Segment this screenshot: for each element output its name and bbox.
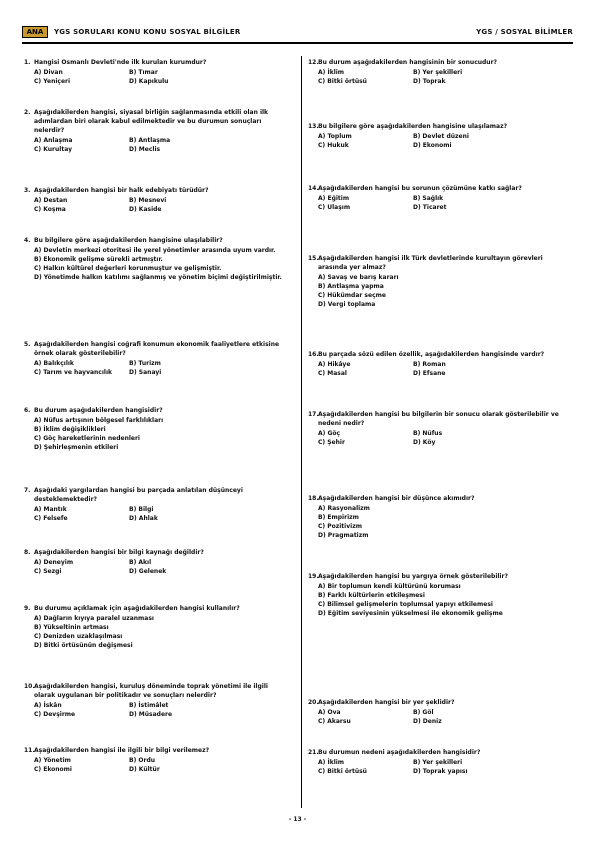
answer-option: C) Göç hareketlerinin nedenleri (34, 435, 140, 442)
answer-option: C) Devşirme (34, 711, 76, 718)
answer-option: D) Kaside (129, 206, 162, 213)
answer-option: D) Şehirleşmenin etkileri (34, 444, 119, 451)
question-stem (24, 340, 286, 358)
question-number: 14. (308, 185, 319, 192)
answer-option: B) Antlaşma (129, 137, 171, 144)
question-text: Bu parçada sözü edilen özellik, aşağıdakilerden hangisinde vardır? (318, 351, 545, 358)
question-number: 9. (24, 605, 31, 612)
answer-option: D) Kültür (129, 766, 160, 773)
answer-option: B) Nüfus (413, 430, 443, 437)
answer-option: A) Devletin merkezi otoritesi ile yerel yönetimler arasında uyum vardır. (34, 247, 276, 254)
answer-option: A) İskân (34, 702, 62, 709)
question-stem (308, 254, 570, 272)
question-number: 21. (308, 749, 319, 756)
answer-option: B) İstimâlet (129, 702, 169, 709)
question (308, 748, 570, 776)
question-number: 15. (308, 255, 319, 262)
answer-option: C) Sezgi (34, 568, 62, 575)
answer-option: B) Roman (413, 361, 446, 368)
answer-options (318, 504, 570, 540)
answer-option: C) Koşma (34, 206, 66, 213)
answer-option: A) İklim (318, 69, 345, 76)
answer-option: D) Toprak yapısı (413, 768, 468, 775)
question (24, 340, 286, 377)
question-stem (24, 58, 286, 67)
question-stem (308, 58, 570, 67)
question (308, 254, 570, 309)
answer-option: A) Deneyim (34, 559, 74, 566)
answer-option: B) Yer şekilleri (413, 759, 463, 766)
answer-option: B) Turizm (129, 360, 161, 367)
answer-options (318, 758, 570, 776)
answer-option: A) Toplum (318, 133, 352, 140)
answer-option: B) Empirizm (318, 514, 359, 521)
answer-option: A) Göç (318, 430, 341, 437)
question-text: Aşağıdakilerden hangisi, kuruluş döneminde toprak yönetimi ile ilgili olarak uygulanan bir politikadır ve sonuçları nelerdir? (34, 683, 268, 699)
question-number: 7. (24, 487, 31, 494)
answer-options (34, 614, 286, 650)
question (24, 236, 286, 282)
answer-option: D) Ticaret (413, 204, 447, 211)
question-stem (24, 186, 286, 195)
question-stem (24, 108, 286, 135)
question-number: 3. (24, 187, 31, 194)
answer-option: A) Balıkçılık (34, 360, 74, 367)
answer-option: A) Hikâye (318, 361, 351, 368)
answer-options (34, 246, 286, 282)
question (308, 494, 570, 540)
question-stem (308, 572, 570, 581)
question (24, 682, 286, 719)
question (24, 58, 286, 86)
answer-option: B) Yükseltinin artması (34, 624, 109, 631)
question-stem (24, 548, 286, 557)
answer-options (318, 360, 570, 378)
answer-option: A) Nüfus artışının bölgesel farklılıkları (34, 417, 164, 424)
question-text: Aşağıdakilerden hangisi bu sorunun çözümüne katkı sağlar? (318, 185, 522, 192)
question (24, 604, 286, 650)
question-stem (308, 184, 570, 193)
answer-option: C) Bitki örtüsü (318, 78, 367, 85)
answer-option: D) Eğitim seviyesinin yükselmesi ile ekonomik gelişme (318, 610, 503, 617)
answer-options (34, 558, 286, 576)
question-text: Aşağıdakilerden hangisi bu bilgilerin bir sonucu olarak gösterilebilir ve nedeni nedir? (318, 411, 559, 427)
answer-option: D) Gelenek (129, 568, 167, 575)
answer-option: A) Savaş ve barış kararı (318, 274, 399, 281)
question-stem (308, 410, 570, 428)
question-number: 13. (308, 123, 319, 130)
question-stem (308, 698, 570, 707)
question-text: Bu durum aşağıdakilerden hangisidir? (34, 407, 163, 414)
question-number: 2. (24, 109, 31, 116)
answer-option: A) Anlaşma (34, 137, 73, 144)
question-stem (308, 494, 570, 503)
answer-options (34, 136, 286, 154)
question-number: 11. (24, 747, 35, 754)
answer-options (34, 68, 286, 86)
answer-option: C) Tarım ve hayvancılık (34, 369, 113, 376)
answer-option: B) Yer şekilleri (413, 69, 463, 76)
question-number: 16. (308, 351, 319, 358)
answer-option: A) Dağların kıyıya paralel uzanması (34, 615, 154, 622)
answer-option: D) Bitki örtüsünün değişmesi (34, 642, 133, 649)
answer-option: C) Yeniçeri (34, 78, 71, 85)
answer-options (34, 359, 286, 377)
answer-options (34, 196, 286, 214)
answer-options (318, 194, 570, 212)
publisher-logo: ANA (22, 26, 48, 38)
column-divider (301, 56, 302, 808)
answer-options (318, 708, 570, 726)
question-text: Bu bilgilere göre aşağıdakilerden hangisine ulaşılabilir? (34, 237, 223, 244)
answer-option: A) Mantık (34, 506, 67, 513)
answer-option: A) Bir toplumun kendi kültürünü koruması (318, 583, 461, 590)
answer-option: C) Felsefe (34, 515, 68, 522)
question-text: Aşağıdakilerden hangisi ile ilgili bir bilgi verilemez? (34, 747, 210, 754)
answer-option: C) Hükümdar seçme (318, 292, 386, 299)
question (24, 548, 286, 576)
question-text: Aşağıdakilerden hangisi bir bilgi kaynağı değildir? (34, 549, 204, 556)
question-number: 20. (308, 699, 319, 706)
question-text: Bu bilgilere göre aşağıdakilerden hangisine ulaşılamaz? (318, 123, 508, 130)
answer-options (34, 756, 286, 774)
question-number: 10. (24, 683, 35, 690)
answer-option: C) Hukuk (318, 142, 349, 149)
answer-option: B) Bilgi (129, 506, 154, 513)
question-text: Bu durumun nedeni aşağıdakilerden hangisidir? (318, 749, 481, 756)
question (308, 122, 570, 150)
question-text: Bu durum aşağıdakilerden hangisinin bir sonucudur? (318, 59, 498, 66)
question (24, 108, 286, 154)
question (308, 572, 570, 618)
answer-option: D) Efsane (413, 370, 446, 377)
answer-option: D) Vergi toplama (318, 301, 376, 308)
answer-option: D) Ahlak (129, 515, 158, 522)
answer-option: D) Toprak (413, 78, 446, 85)
question-text: Bu durumu açıklamak için aşağıdakilerden hangisi kullanılır? (34, 605, 240, 612)
question-number: 1. (24, 59, 31, 66)
answer-option: D) Meclis (129, 146, 161, 153)
question-stem (24, 682, 286, 700)
answer-option: B) Farklı kültürlerin etkileşmesi (318, 592, 425, 599)
question (308, 350, 570, 378)
answer-option: B) Ordu (129, 757, 156, 764)
answer-option: D) Kapıkulu (129, 78, 169, 85)
answer-option: A) Rasyonalizm (318, 505, 370, 512)
question (24, 406, 286, 452)
question-number: 17. (308, 411, 319, 418)
answer-option: C) Masal (318, 370, 347, 377)
answer-option: B) Mesnevi (129, 197, 167, 204)
question-text: Aşağıdakilerden hangisi, siyasal birliğin sağlanmasında etkili olan ilk adımlardan biri olarak kabul edilmektedir ve bu durumun sonuçları nelerdir? (34, 109, 269, 134)
question-stem (24, 746, 286, 755)
question-text: Aşağıdakilerden hangisi bir düşünce akımıdır? (318, 495, 475, 502)
answer-options (318, 68, 570, 86)
question-text: Hangisi Osmanlı Devleti'nde ilk kurulan kurumdur? (34, 59, 207, 66)
question (308, 698, 570, 726)
question (24, 486, 286, 523)
answer-option: D) Müsadere (129, 711, 173, 718)
answer-options (318, 429, 570, 447)
answer-option: B) Akıl (129, 559, 152, 566)
question-number: 19. (308, 573, 319, 580)
answer-option: A) İklim (318, 759, 345, 766)
question-stem (308, 748, 570, 757)
answer-options (318, 132, 570, 150)
answer-option: C) Bitki örtüsü (318, 768, 367, 775)
answer-option: D) Pragmatizm (318, 532, 369, 539)
answer-option: B) Ekonomik gelişme sürekli artmıştır. (34, 256, 163, 263)
answer-option: A) Destan (34, 197, 68, 204)
answer-option: B) Göl (413, 709, 434, 716)
answer-option: A) Divan (34, 69, 63, 76)
question-stem (24, 486, 286, 504)
question-number: 8. (24, 549, 31, 556)
answer-options (34, 416, 286, 452)
question-text: Aşağıdaki yargılardan hangisi bu parçada anlatılan düşünceyi desteklemektedir? (34, 487, 243, 503)
question (24, 746, 286, 774)
answer-option: D) Yönetimde halkın katılımı sağlanmış ve yönetim biçimi değiştirilmiştir. (34, 274, 282, 281)
header-section-label: YGS / SOSYAL BİLİMLER (476, 28, 573, 36)
question-number: 5. (24, 341, 31, 348)
question-number: 6. (24, 407, 31, 414)
answer-option: B) Sağlık (413, 195, 444, 202)
question-text: Aşağıdakilerden hangisi bu yargıya örnek gösterilebilir? (318, 573, 508, 580)
answer-options (318, 273, 570, 309)
answer-option: D) Köy (413, 439, 436, 446)
question-number: 18. (308, 495, 319, 502)
question-stem (24, 604, 286, 613)
question (308, 58, 570, 86)
answer-option: B) İklim değişiklikleri (34, 426, 106, 433)
answer-option: A) Ova (318, 709, 341, 716)
question-text: Aşağıdakilerden hangisi coğrafi konumun ekonomik faaliyetlere etkisine örnek olarak gösterilebilir? (34, 341, 280, 357)
page-number: - 13 - (288, 816, 307, 823)
answer-option: C) Şehir (318, 439, 345, 446)
header-title: YGS SORULARI KONU KONU SOSYAL BİLGİLER (54, 28, 241, 36)
answer-option: C) Kurultay (34, 146, 72, 153)
answer-option: C) Denizden uzaklaşılması (34, 633, 123, 640)
answer-option: B) Devlet düzeni (413, 133, 469, 140)
question-number: 12. (308, 59, 319, 66)
question-text: Aşağıdakilerden hangisi bir halk edebiyatı türüdür? (34, 187, 209, 194)
question-stem (24, 406, 286, 415)
answer-option: A) Yönetim (34, 757, 71, 764)
answer-option: A) Eğitim (318, 195, 350, 202)
answer-option: D) Deniz (413, 718, 442, 725)
question (24, 186, 286, 214)
answer-options (34, 701, 286, 719)
question-stem (308, 350, 570, 359)
question-text: Aşağıdakilerden hangisi bir yer şeklidir? (318, 699, 455, 706)
question (308, 184, 570, 212)
answer-options (318, 582, 570, 618)
question-stem (24, 236, 286, 245)
answer-option: C) Pozitivizm (318, 523, 362, 530)
answer-option: B) Antlaşma yapma (318, 283, 384, 290)
answer-option: D) Ekonomi (413, 142, 452, 149)
question-text: Aşağıdakilerden hangisi ilk Türk devletlerinde kurultayın görevleri arasında yer almaz? (318, 255, 543, 271)
answer-option: D) Sanayi (129, 369, 162, 376)
answer-option: C) Ulaşım (318, 204, 351, 211)
question (308, 410, 570, 447)
question-stem (308, 122, 570, 131)
answer-option: B) Tımar (129, 69, 158, 76)
answer-options (34, 505, 286, 523)
question-number: 4. (24, 237, 31, 244)
answer-option: C) Ekonomi (34, 766, 72, 773)
answer-option: C) Bilimsel gelişmelerin toplumsal yapıyı etkilemesi (318, 601, 493, 608)
answer-option: C) Akarsu (318, 718, 351, 725)
page-header (22, 26, 573, 44)
answer-option: C) Halkın kültürel değerleri korunmuştur ve gelişmiştir. (34, 265, 222, 272)
